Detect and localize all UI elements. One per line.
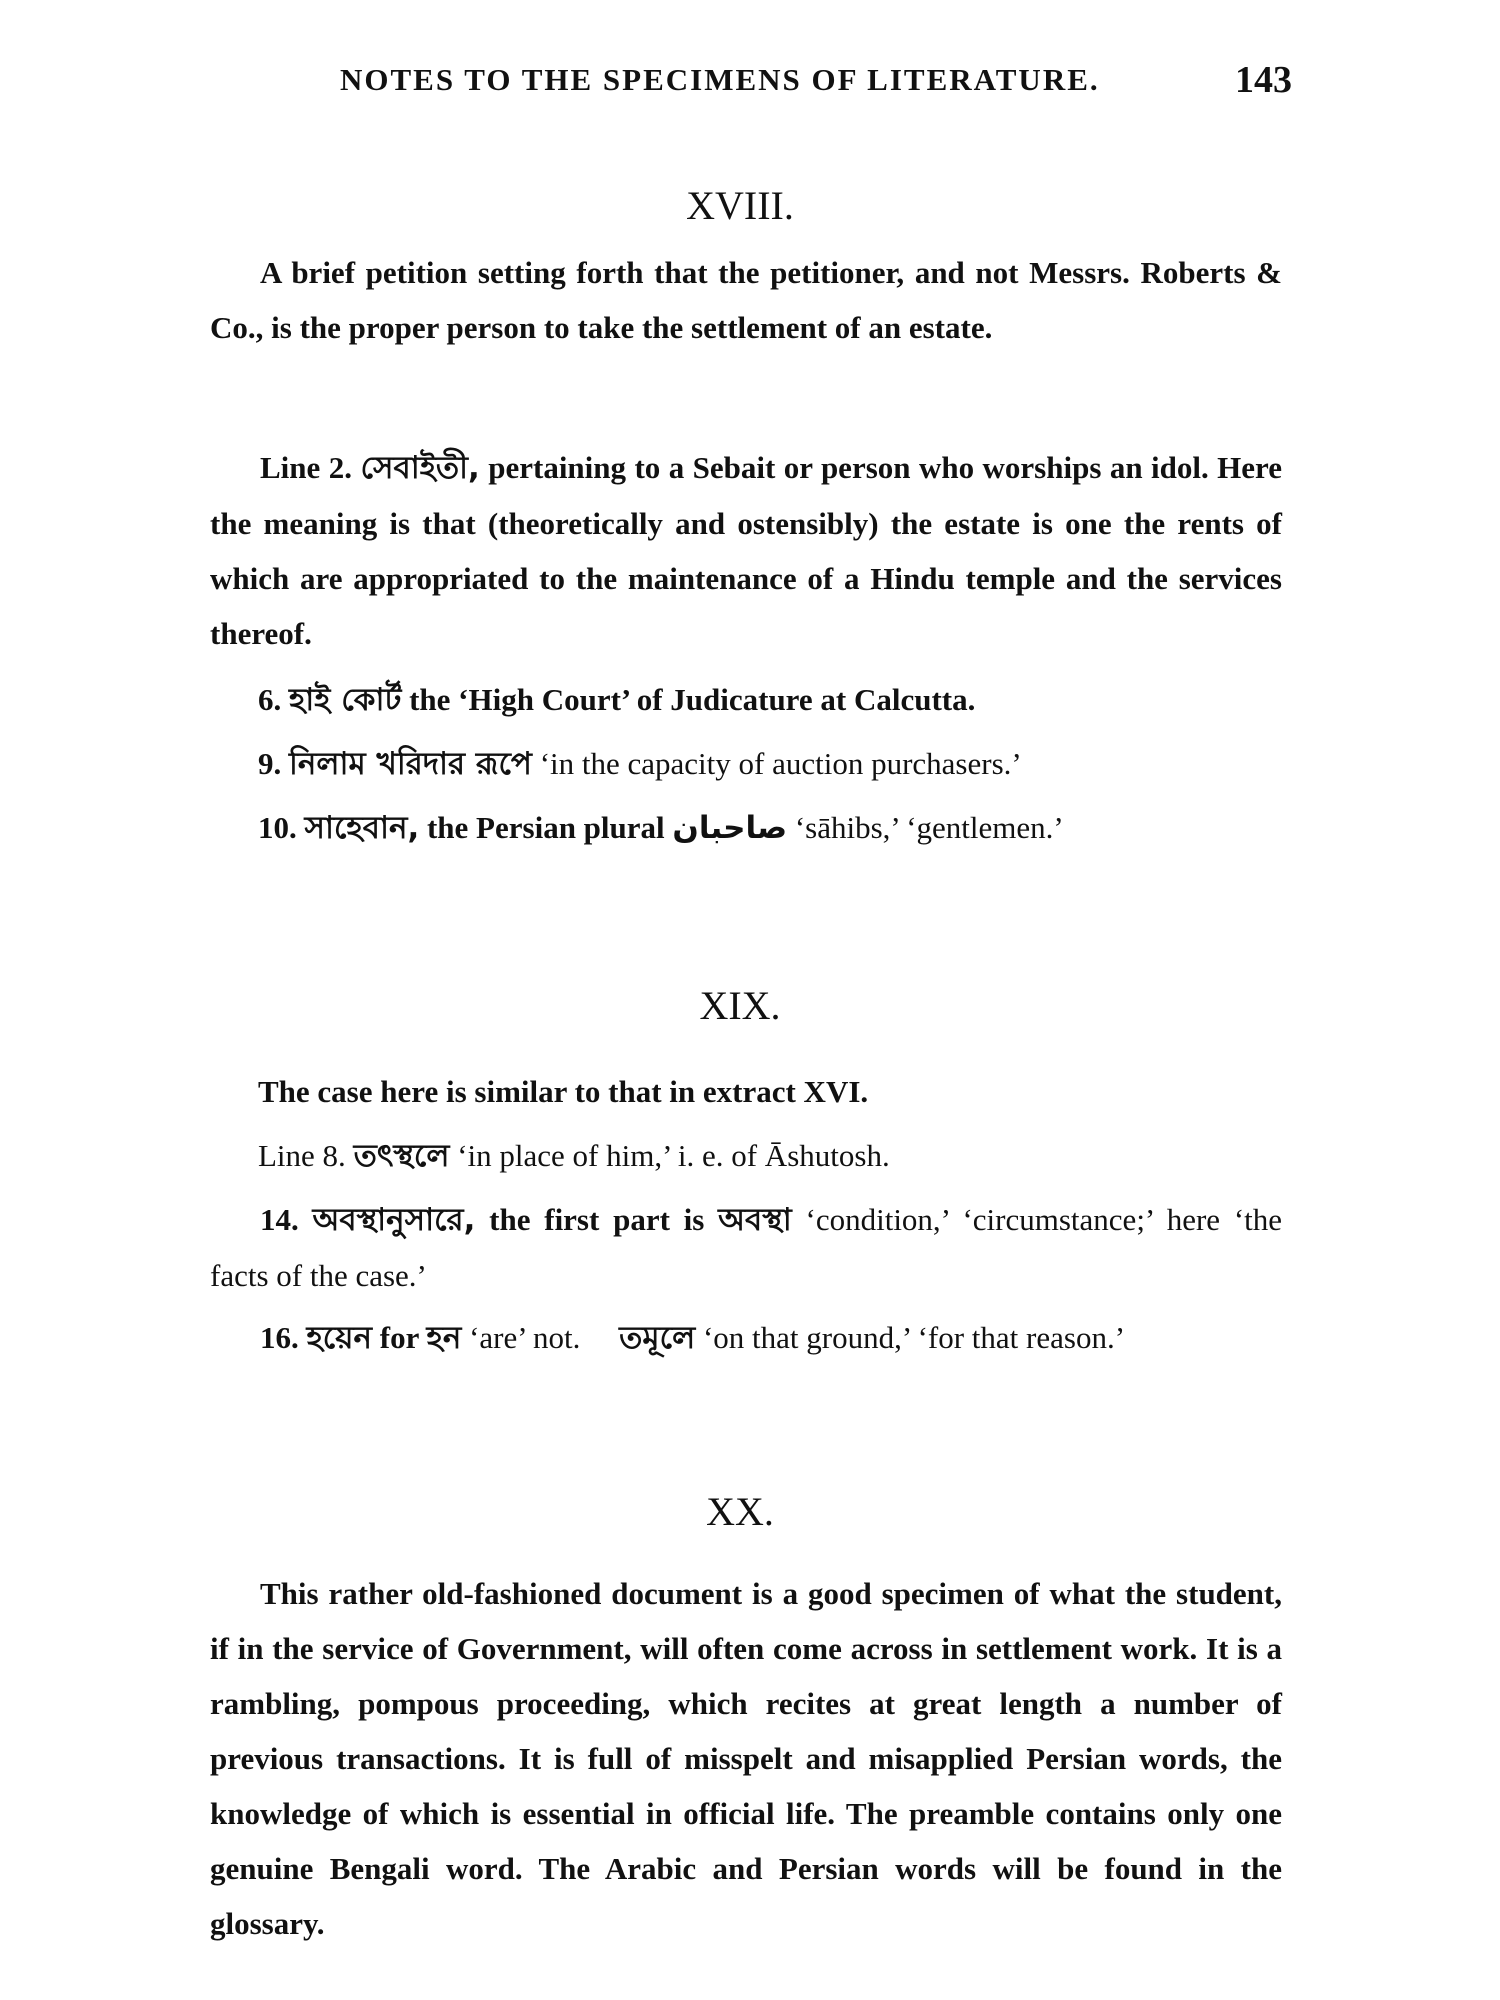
page-number: 143 (1235, 59, 1292, 101)
section-heading-xix: XIX. (699, 983, 781, 1028)
bengali-term-2: অবস্থা (718, 1202, 792, 1238)
note-text: ‘in place of him,’ i. e. of Āshutosh. (457, 1138, 890, 1173)
note-text-2: ‘are’ not. (469, 1320, 581, 1355)
section-xix-intro: The case here is similar to that in extract XVI. (258, 1074, 869, 1109)
note-text: pertaining to a Sebait or person who worships an idol. Here the meaning is that (theoretically and ostensibly) the estate is one the rents of which are appropriated to the maintenance of a Hindu temple and the services thereof. (210, 450, 1283, 651)
note-label: 6. (258, 682, 282, 717)
bengali-term: সাহেবান, (304, 810, 420, 846)
note-label: 16. (260, 1320, 299, 1355)
note-16 (210, 1310, 1282, 1366)
note-9 (258, 736, 1288, 792)
note-text: the first part is (489, 1202, 705, 1237)
running-head: NOTES TO THE SPECIMENS OF LITERATURE. (340, 62, 1100, 97)
note-text: for (379, 1320, 419, 1355)
bengali-term: তৎস্থলে (353, 1138, 450, 1174)
note-14 (210, 1192, 1282, 1303)
bengali-term: হয়েন (306, 1320, 373, 1356)
note-text: the Persian plural (426, 810, 665, 845)
note-label: Line 2. (260, 450, 352, 485)
bengali-term: নিলাম খরিদার রূপে (289, 746, 532, 782)
note-line-8 (258, 1128, 1288, 1184)
note-text-gloss: ‘on that ground,’ ‘for that reason.’ (702, 1320, 1126, 1355)
note-label: 14. (260, 1202, 299, 1237)
note-text-gloss: ‘condition,’ ‘circumstance;’ here ‘the facts of the case.’ (210, 1202, 1283, 1293)
section-heading-xx: XX. (706, 1489, 774, 1534)
bengali-term-2: হন (426, 1320, 462, 1356)
section-xx-body: This rather old-fashioned document is a good specimen of what the student, if in the service of Government, will often come across in settlement work. It is a rambling, pompous proceeding, which recites at great length a number of previous transactions. It is full of misspelt and misapplied Persian words, the knowledge of which is essential in official life. The preamble contains only one genuine Bengali word. The Arabic and Persian words will be found in the glossary. (210, 1576, 1282, 1941)
bengali-term: অবস্থানুসারে, (312, 1202, 476, 1238)
section-heading-xviii: XVIII. (686, 183, 794, 228)
bengali-term: হাই কোর্ট (289, 682, 402, 718)
bengali-term: সেবাইতী, (360, 450, 480, 486)
bengali-term-3: তমূলে (619, 1320, 696, 1356)
note-text-gloss: ‘sāhibs,’ ‘gentlemen.’ (794, 810, 1064, 845)
note-label: 9. (258, 746, 282, 781)
note-text: the ‘High Court’ of Judicature at Calcutta. (409, 682, 976, 717)
persian-term: صاحبان (672, 810, 788, 846)
note-label: Line 8. (258, 1138, 346, 1173)
section-xviii-intro: A brief petition setting forth that the petitioner, and not Messrs. Roberts & Co., is the proper person to take the settlement of an estate. (210, 255, 1282, 345)
note-6 (258, 672, 1288, 728)
note-10 (258, 800, 1288, 856)
note-text: ‘in the capacity of auction purchasers.’ (539, 746, 1022, 781)
note-label: 10. (258, 810, 297, 845)
note-line-2 (210, 440, 1282, 661)
